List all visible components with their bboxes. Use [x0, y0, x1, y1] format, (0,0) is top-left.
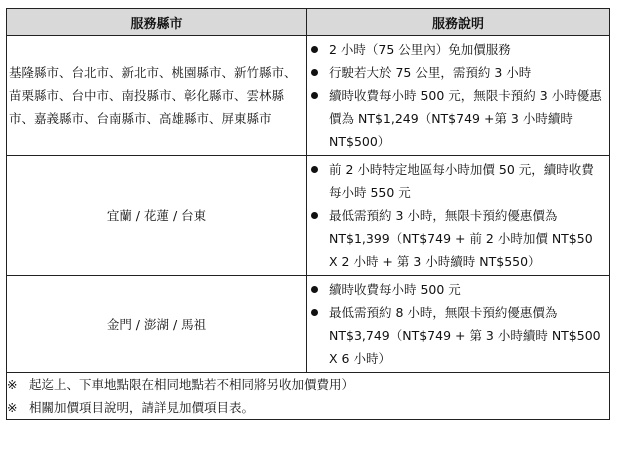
reference-mark-icon: ※ — [7, 400, 18, 415]
item-text: 最低需預約 3 小時，無限卡預約優惠價為 NT$1,399（NT$749 + 前 2 小時加價 NT$50 X 2 小時 + 第 3 小時續時 NT$550） — [329, 208, 593, 269]
service-table — [6, 8, 610, 420]
table-row — [7, 156, 610, 276]
description-cell — [307, 156, 610, 276]
note-line — [7, 373, 609, 396]
bullet-icon — [311, 309, 318, 316]
bullet-list — [307, 276, 609, 372]
list-item — [307, 158, 605, 204]
list-item — [307, 204, 605, 273]
description-cell — [307, 36, 610, 156]
item-text: 續時收費每小時 500 元，無限卡預約 3 小時優惠價為 NT$1,249（NT$749 +第 3 小時續時 NT$500） — [329, 88, 602, 149]
note-line — [7, 396, 609, 419]
header-row — [7, 9, 610, 36]
bullet-icon — [311, 286, 318, 293]
bullet-icon — [311, 166, 318, 173]
bullet-list — [307, 156, 609, 275]
bullet-list — [307, 36, 609, 155]
list-item — [307, 301, 605, 370]
header-service-region: 服務縣市 — [7, 9, 307, 36]
header-service-description: 服務說明 — [307, 9, 610, 36]
bullet-icon — [311, 92, 318, 99]
note-text: 起迄上、下車地點限在相同地點若不相同將另收加價費用） — [29, 377, 355, 392]
item-text: 續時收費每小時 500 元 — [329, 282, 461, 297]
region-cell — [7, 36, 307, 156]
list-item — [307, 38, 605, 61]
region-cell — [7, 156, 307, 276]
region-cell — [7, 276, 307, 373]
bullet-icon — [311, 212, 318, 219]
region-label: 金門 / 澎湖 / 馬祖 — [106, 316, 207, 332]
item-text: 最低需預約 8 小時，無限卡預約優惠價為 NT$3,749（NT$749 + 第 3 小時續時 NT$500 X 6 小時） — [329, 305, 601, 366]
notes-cell — [7, 373, 610, 420]
region-label: 基隆縣市、台北市、新北市、桃園縣市、新竹縣市、苗栗縣市、台中市、南投縣市、彰化縣市、雲林縣市、嘉義縣市、台南縣市、高雄縣市、屏東縣市 — [9, 65, 297, 126]
list-item — [307, 278, 605, 301]
list-item — [307, 84, 605, 153]
notes-row — [7, 373, 610, 420]
table-row — [7, 36, 610, 156]
bullet-icon — [311, 46, 318, 53]
reference-mark-icon: ※ — [7, 377, 18, 392]
bullet-icon — [311, 69, 318, 76]
item-text: 前 2 小時特定地區每小時加價 50 元，續時收費每小時 550 元 — [329, 162, 594, 200]
list-item — [307, 61, 605, 84]
note-text: 相關加價項目說明，請詳見加價項目表。 — [29, 400, 255, 415]
table-row — [7, 276, 610, 373]
description-cell — [307, 276, 610, 373]
item-text: 2 小時（75 公里內）免加價服務 — [329, 42, 511, 57]
item-text: 行駛若大於 75 公里，需預約 3 小時 — [329, 65, 532, 80]
region-label: 宜蘭 / 花蓮 / 台東 — [106, 208, 207, 223]
